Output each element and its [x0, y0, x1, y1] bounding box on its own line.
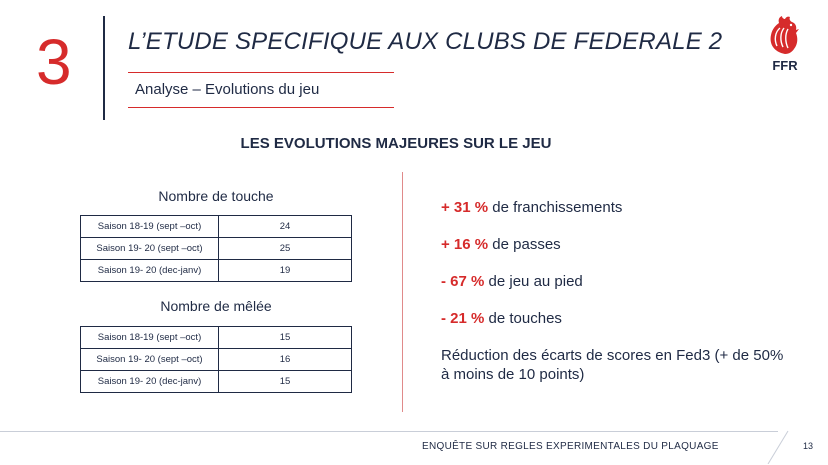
- ffr-logo: [762, 14, 808, 76]
- row-label: Saison 19- 20 (sept –oct): [81, 349, 219, 371]
- row-label: Saison 19- 20 (dec-janv): [81, 260, 219, 282]
- table-row: [81, 349, 352, 371]
- footer-rule: [0, 431, 778, 432]
- stat-label: de touches: [484, 310, 562, 327]
- footer-text: ENQUÊTE SUR REGLES EXPERIMENTALES DU PLAQUAGE: [422, 441, 719, 452]
- table-row: [81, 216, 352, 238]
- stat-percentage: + 16 %: [441, 236, 489, 253]
- table-title-touche: Nombre de touche: [158, 188, 274, 204]
- rooster-icon: [762, 14, 808, 58]
- table-row: [81, 327, 352, 349]
- row-label: Saison 18-19 (sept –oct): [81, 216, 219, 238]
- logo-text: FFR: [772, 58, 798, 73]
- stat-passes: [441, 236, 561, 253]
- stat-label: de passes: [488, 236, 561, 253]
- row-value: 15: [219, 327, 352, 349]
- stat-jeu-au-pied: [441, 273, 583, 290]
- header-divider: [103, 16, 105, 120]
- page-number: 13: [803, 441, 814, 451]
- subtitle-rule-top: [128, 72, 394, 73]
- footer-slash-decoration: [766, 430, 796, 464]
- table-row: [81, 371, 352, 393]
- score-reduction-text: Réduction des écarts de scores en Fed3 (+ de 50% à moins de 10 points): [441, 347, 784, 383]
- column-divider: [402, 172, 403, 412]
- stat-percentage: - 21 %: [441, 310, 485, 327]
- row-value: 24: [219, 216, 352, 238]
- stat-franchissements: [441, 199, 622, 216]
- stat-percentage: - 67 %: [441, 273, 485, 290]
- row-label: Saison 18-19 (sept –oct): [81, 327, 219, 349]
- row-value: 25: [219, 238, 352, 260]
- stat-touches: [441, 310, 562, 327]
- stat-percentage: + 31 %: [441, 199, 489, 216]
- subtitle-rule-bottom: [128, 107, 394, 108]
- row-value: 19: [219, 260, 352, 282]
- table-touche: [80, 215, 352, 282]
- section-heading: LES EVOLUTIONS MAJEURES SUR LE JEU: [240, 135, 552, 152]
- table-title-melee: Nombre de mêlée: [160, 298, 272, 314]
- section-number: 3: [36, 26, 72, 98]
- table-row: [81, 260, 352, 282]
- row-label: Saison 19- 20 (dec-janv): [81, 371, 219, 393]
- table-melee: [80, 326, 352, 393]
- row-value: 16: [219, 349, 352, 371]
- page-subtitle: Analyse – Evolutions du jeu: [135, 81, 320, 98]
- stat-label: de jeu au pied: [484, 273, 583, 290]
- table-row: [81, 238, 352, 260]
- page-title: L’ETUDE SPECIFIQUE AUX CLUBS DE FEDERALE 2: [128, 28, 723, 55]
- row-value: 15: [219, 371, 352, 393]
- row-label: Saison 19- 20 (sept –oct): [81, 238, 219, 260]
- stat-label: de franchissements: [488, 199, 623, 216]
